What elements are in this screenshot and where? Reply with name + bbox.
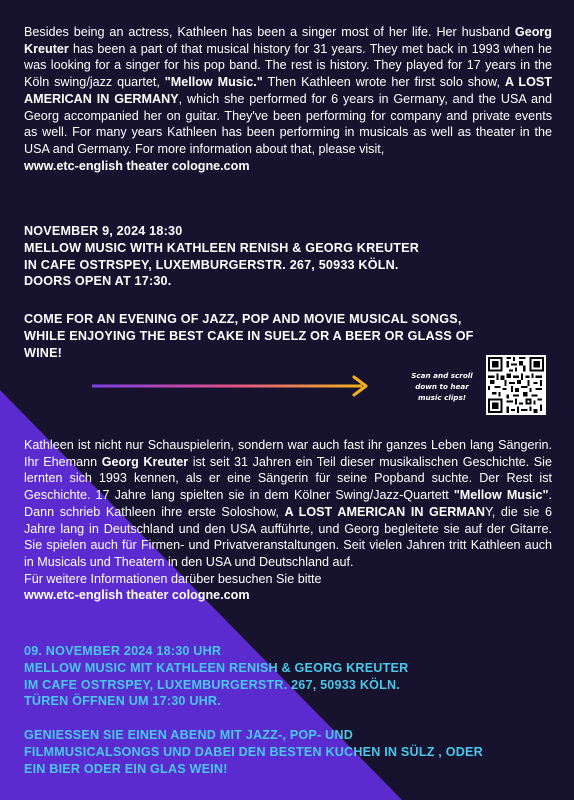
german-show-title: A LOST AMERICAN IN GERMAN bbox=[284, 504, 486, 519]
german-bio-paragraph: Kathleen ist nicht nur Schauspielerin, sondern war auch fast ihr ganzes Leben lang Sängerin. Ihr Ehemann Georg Kreuter ist seit 31 Jahren ein Teil dieser musikalischen Geschichte. Sie lernten sich 1993 kennen, als er eine Sängerin für seine Popband suchte. Der Rest ist Geschichte. 17 Jahre lang spielten sie in dem Kölner Swing/Jazz-Quartett "Mellow Music". Dann schrieb Kathleen ihre erste Soloshow, A LOST AMERICAN IN GERMANY, die sie 6 Jahre lang in Deutschland und den USA aufführte, und Georg begleitete sie auf der Gitarre. Sie spielen auch für Firmen- und Privatveranstaltungen. Seit vielen Jahren tritt Kathleen auch in Musicals und Theatern in den USA und Deutschland auf. Für weitere Informationen darüber besuchen Sie bitte www.etc-english theater cologne.com bbox=[24, 438, 552, 603]
german-event-doors: TÜREN ÖFFNEN UM 17:30 UHR. bbox=[24, 694, 221, 709]
german-event-date: 09. NOVEMBER 2024 18:30 UHR bbox=[24, 644, 222, 658]
german-event-venue: IM CAFE OSTRSPEY, LUXEMBURGERSTR. 267, 50933 KÖLN. bbox=[24, 677, 400, 692]
english-name-georg: Georg Kreuter bbox=[24, 25, 552, 56]
qr-code-icon[interactable] bbox=[486, 355, 546, 415]
german-name-georg: Georg Kreuter bbox=[101, 454, 189, 469]
english-website-link[interactable]: www.etc-english theater cologne.com bbox=[24, 158, 250, 173]
german-invitation: GENIESSEN SIE EINEN ABEND MIT JAZZ-, POP- UND FILMMUSICALSONGS UND DABEI DEN BESTEN KUCHEN IN SÜLZ , ODER EIN BIER ODER EIN GLAS WEIN! bbox=[24, 728, 483, 776]
german-quartet-name: "Mellow Music" bbox=[453, 488, 549, 503]
english-quartet-name: "Mellow Music." bbox=[164, 75, 263, 90]
qr-instruction-text: Scan and scroll down to hear music clips! bbox=[411, 371, 473, 402]
english-event-details bbox=[24, 223, 554, 290]
english-event-doors: DOORS OPEN AT 17:30. bbox=[24, 274, 172, 289]
english-show-title: A LOST AMERICAN IN GERMANY bbox=[24, 75, 552, 106]
english-bio-paragraph: Besides being an actress, Kathleen has been a singer most of her life. Her husband Georg Kreuter has been a part of that musical history for 31 years. They met back in 1993 when he was looking for a singer for his pop band. The rest is history. They played for 17 years in the Köln swing/jazz quartet, "Mellow Music." Then Kathleen wrote her first solo show, A LOST AMERICAN IN GERMANY, which she performed for 6 years in Germany, and the USA and Georg accompanied her on guitar. They've been performing for company and private events as well. For many years Kathleen has been performing in musicals as well as theater in the USA and Germany. For more information about that, please visit, www.etc-english theater cologne.com bbox=[24, 25, 552, 173]
german-website-link[interactable]: www.etc-english theater cologne.com bbox=[24, 588, 250, 603]
german-event-performers: MELLOW MUSIC MIT KATHLEEN RENISH & GEORG KREUTER bbox=[24, 660, 409, 675]
german-more-info: Für weitere Informationen darüber besuchen Sie bitte bbox=[24, 571, 322, 586]
gradient-arrow-icon bbox=[92, 374, 374, 398]
english-event-date: NOVEMBER 9, 2024 18:30 bbox=[24, 224, 183, 238]
english-event-performers: MELLOW MUSIC WITH KATHLEEN RENISH & GEORG KREUTER bbox=[24, 240, 420, 255]
english-event-venue: IN CAFE OSTRSPEY, LUXEMBURGERSTR. 267, 50933 KÖLN. bbox=[24, 257, 399, 272]
german-event-details bbox=[24, 643, 554, 710]
english-invitation: COME FOR AN EVENING OF JAZZ, POP AND MOVIE MUSICAL SONGS, WHILE ENJOYING THE BEST CAKE IN SUELZ OR A BEER OR GLASS OF WINE! bbox=[24, 312, 474, 360]
